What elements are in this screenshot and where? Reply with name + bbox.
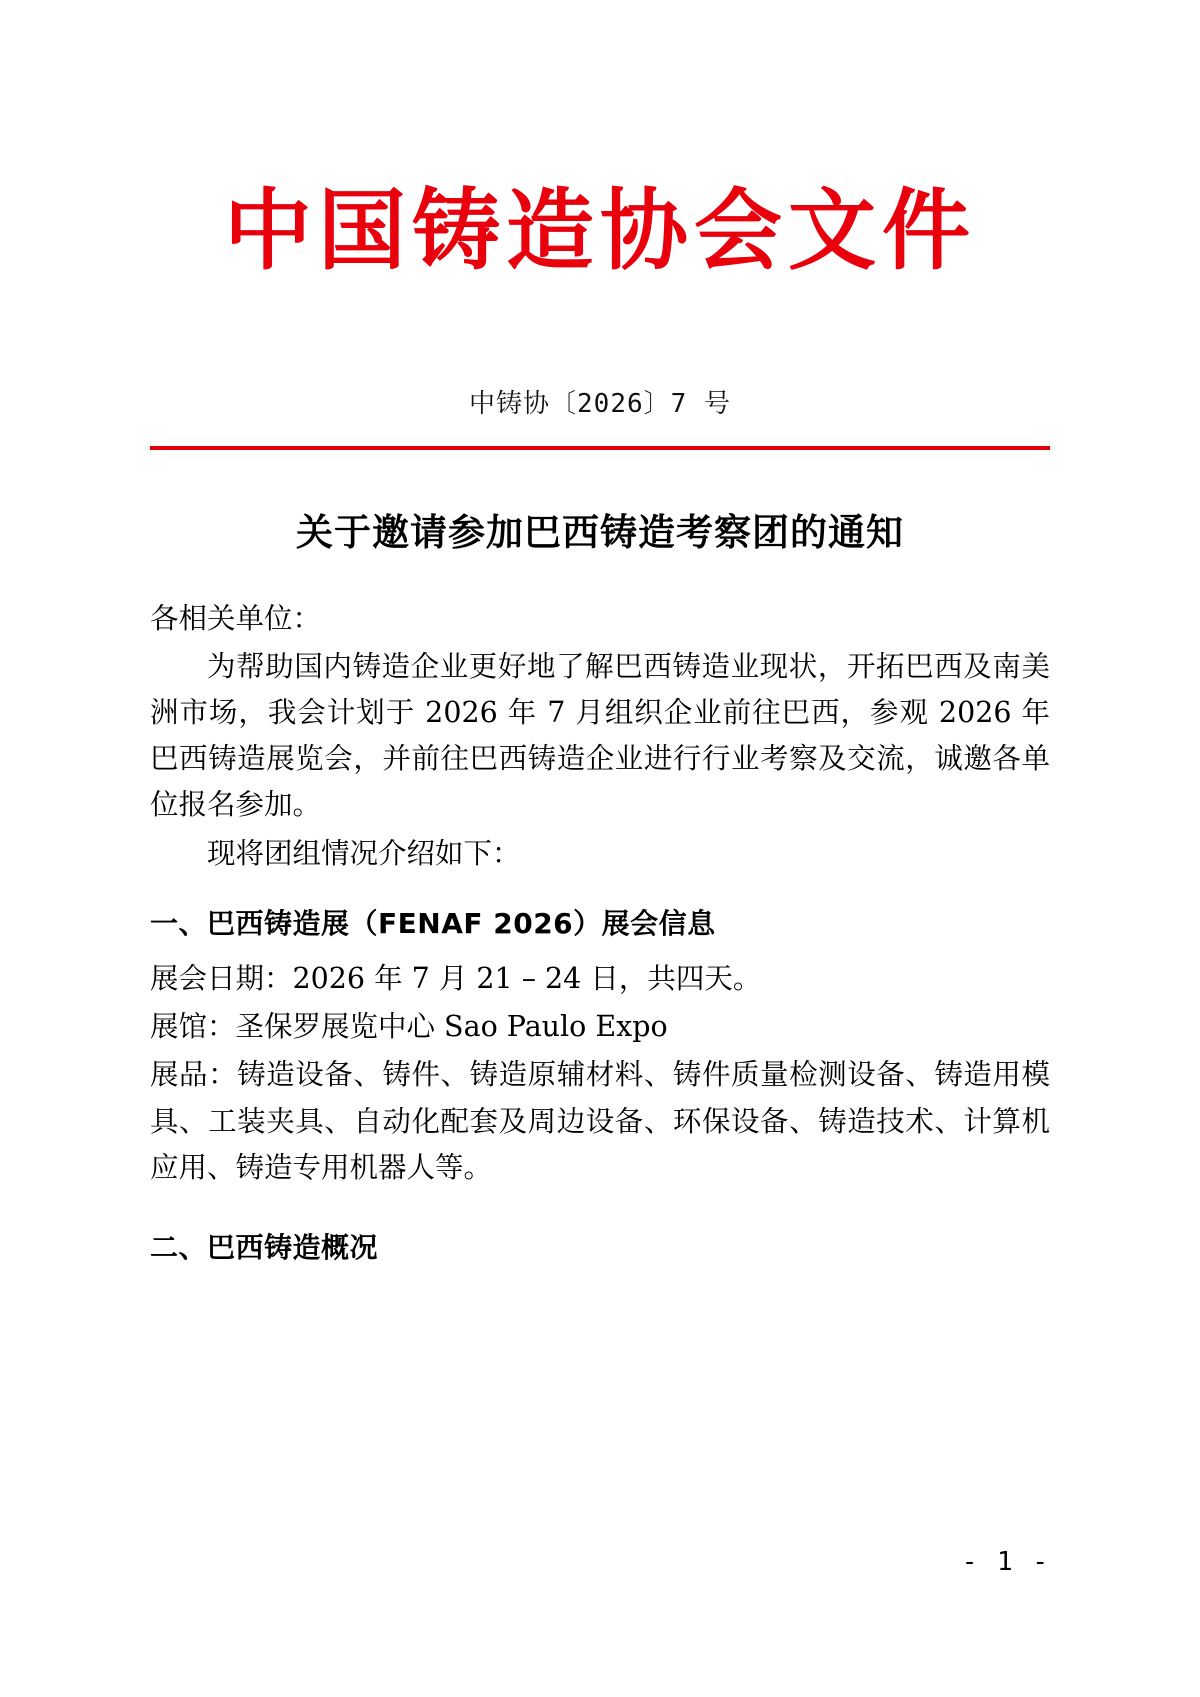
page-number: - 1 -	[961, 1547, 1050, 1577]
section-1-line-2: 展馆：圣保罗展览中心 Sao Paulo Expo	[150, 1010, 668, 1044]
document-body	[150, 596, 1050, 1270]
masthead-title: 中国铸造协会文件	[223, 178, 976, 282]
body-paragraph-2: 现将团组情况介绍如下：	[207, 836, 521, 870]
page-title: 关于邀请参加巴西铸造考察团的通知	[296, 509, 904, 554]
body-paragraph-1: 为帮助国内铸造企业更好地了解巴西铸造业现状，开拓巴西及南美洲市场，我会计划于 2026 年 7 月组织企业前往巴西，参观 2026 年巴西铸造展览会，并前往巴西铸造企业进行行业考察及交流，诚邀各单位报名参加。	[150, 649, 1050, 822]
section-1-line-1: 展会日期：2026 年 7 月 21 – 24 日，共四天。	[150, 962, 762, 996]
section-heading-1: 一、巴西铸造展（FENAF 2026）展会信息	[150, 906, 716, 940]
section-heading-2: 二、巴西铸造概况	[150, 1230, 379, 1264]
document-number: 中铸协〔2026〕7 号	[469, 388, 731, 419]
section-1-line-3: 展品：铸造设备、铸件、铸造原辅材料、铸件质量检测设备、铸造用模具、工装夹具、自动化配套及周边设备、环保设备、铸造技术、计算机应用、铸造专用机器人等。	[150, 1058, 1050, 1184]
red-divider-rule	[150, 446, 1050, 450]
salutation: 各相关单位：	[150, 601, 322, 635]
